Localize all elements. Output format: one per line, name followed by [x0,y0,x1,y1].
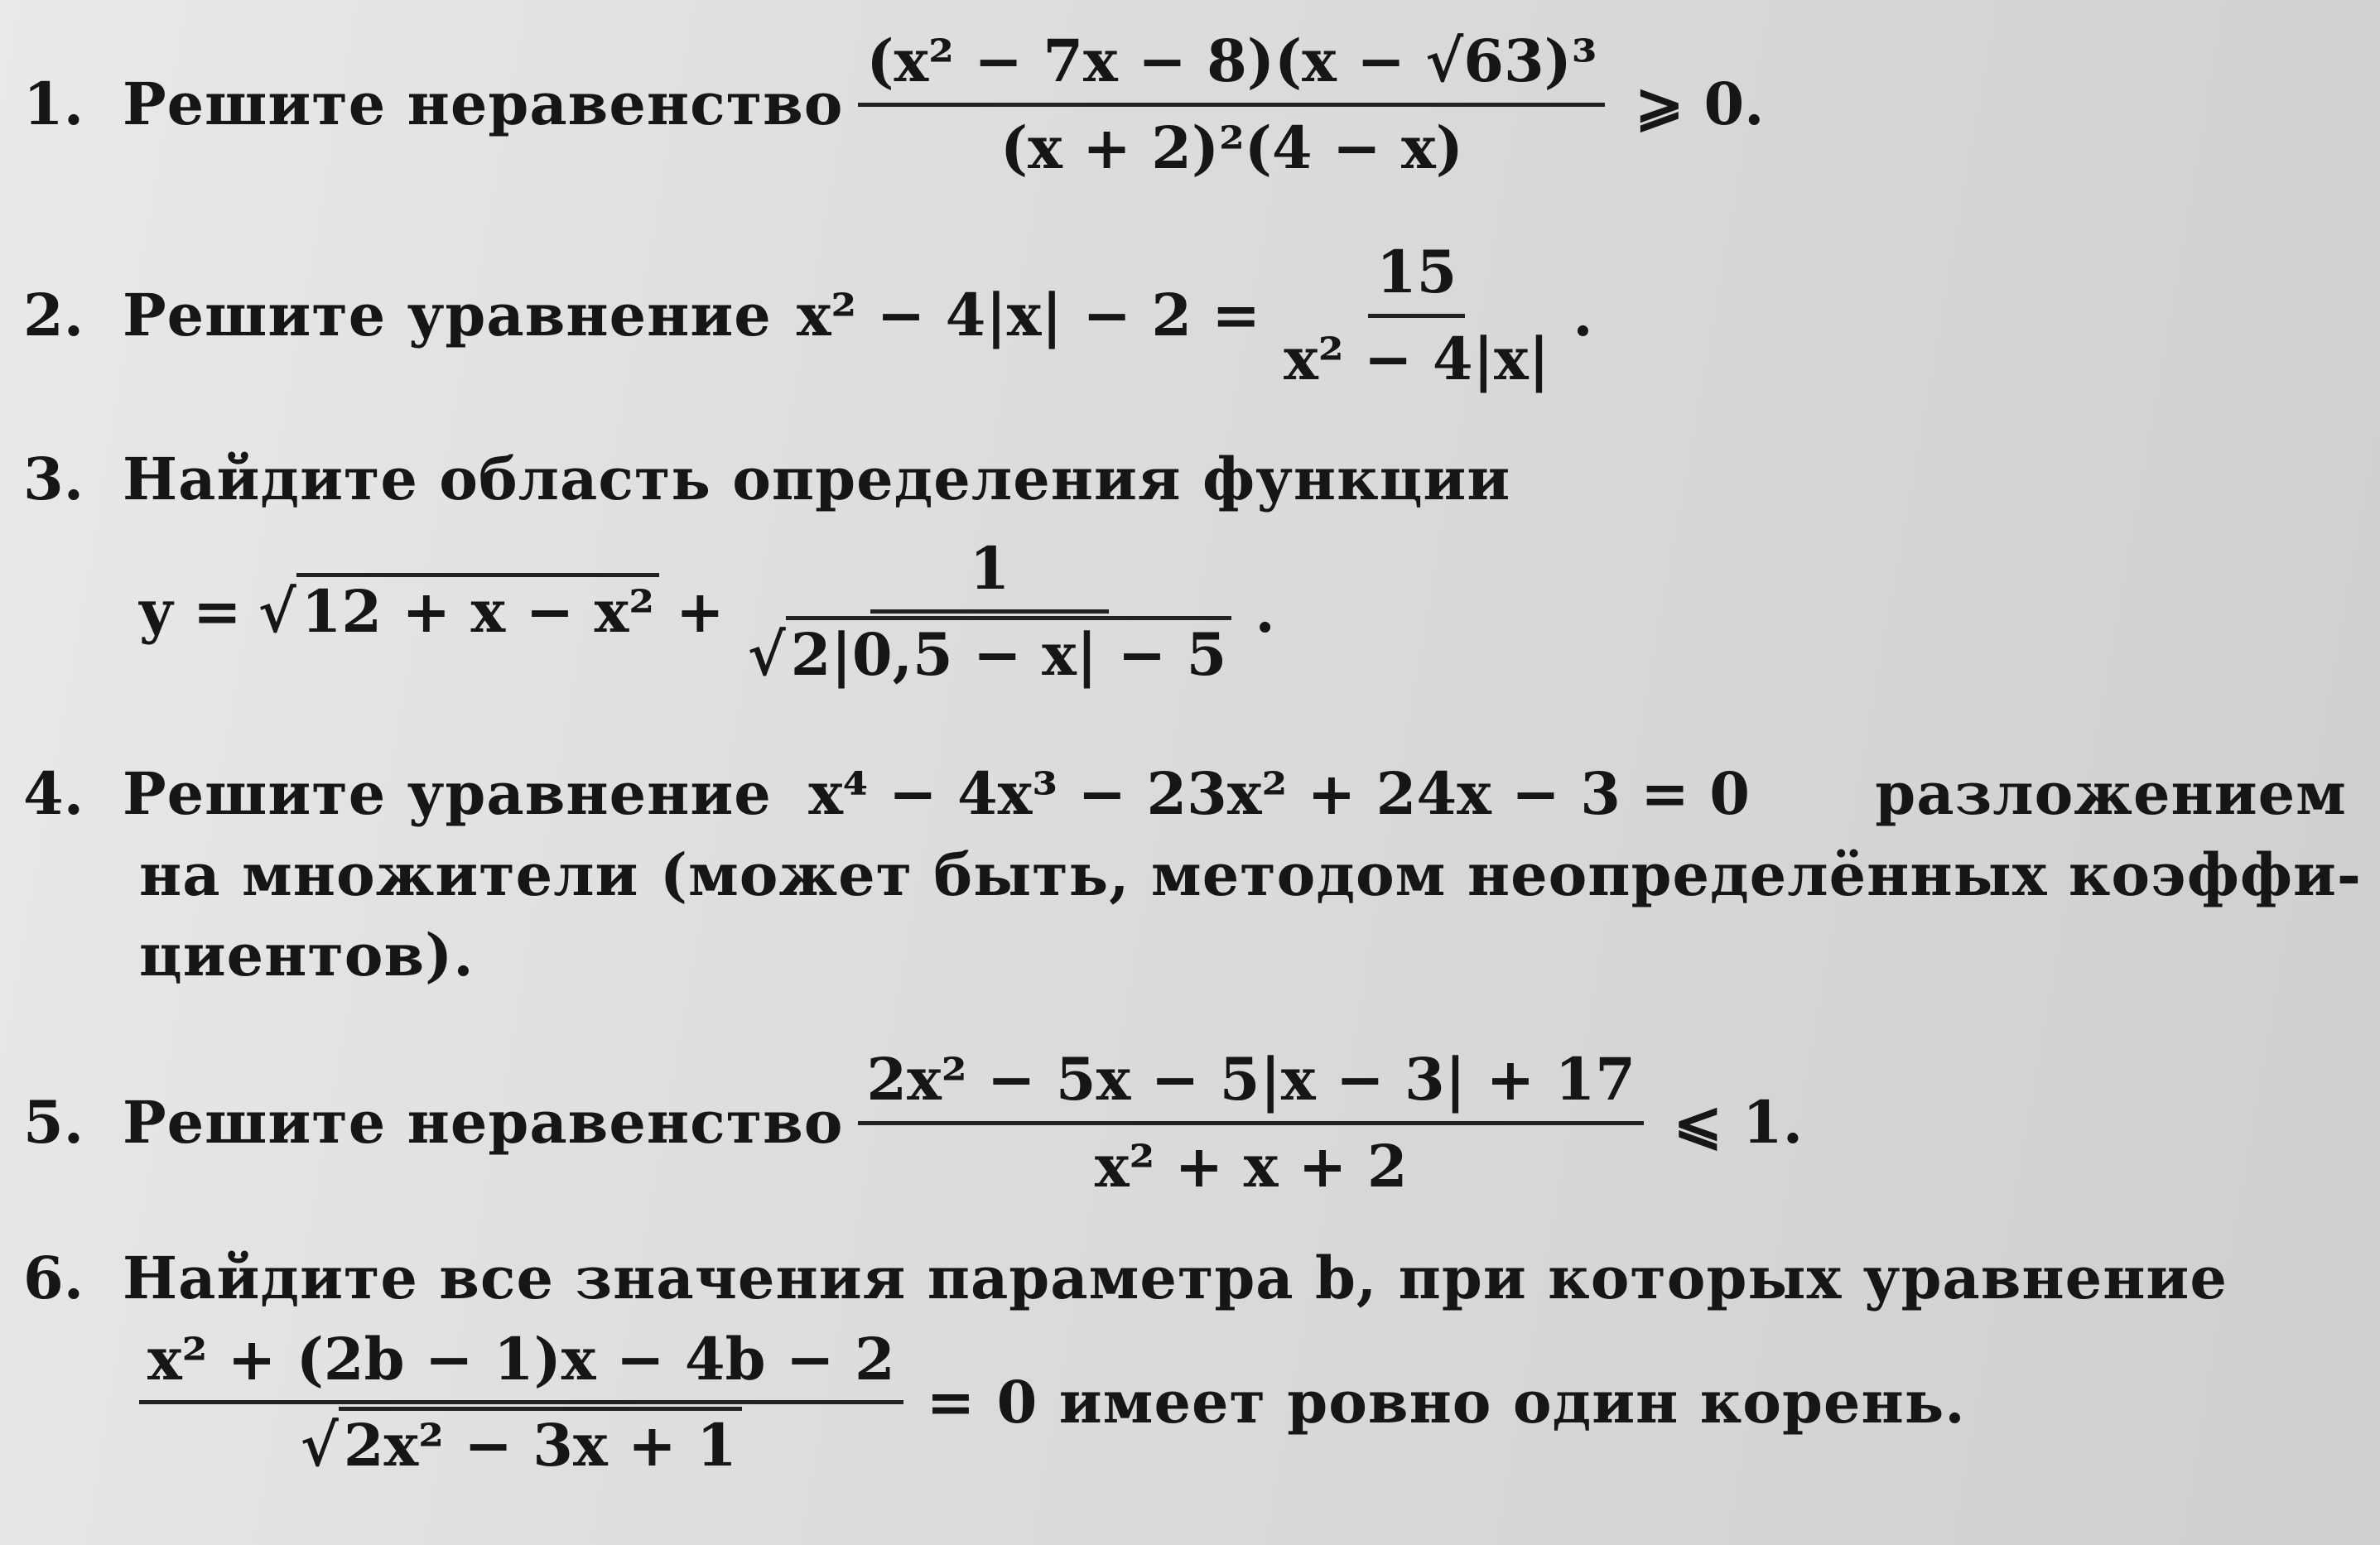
plus-sign: + [676,576,725,646]
denominator: (x + 2)²(4 − x) [1000,113,1463,182]
problem-number: 3. [23,445,84,513]
problem-number: 6. [23,1244,84,1312]
problem-label: Решите неравенство [123,1088,844,1158]
radicand: 12 + x − x² [296,573,659,646]
problem-line-2: на множители (может быть, методом неопределённых коэффи- [139,840,2362,909]
function-lhs: y = [139,576,242,646]
problem-number: 2. [23,281,84,350]
radicand: 2x² − 3x + 1 [339,1407,742,1480]
numerator: 15 [1368,236,1465,318]
problem-number: 4. [23,759,84,828]
problem-2 [23,236,2347,395]
denominator [740,614,1241,691]
denominator: x² − 4|x| [1284,324,1550,393]
radical-sign-icon: √ [747,620,786,689]
radicand: 2|0,5 − x| − 5 [786,616,1232,689]
radical-sign-icon: √ [300,1411,339,1480]
problem-1 [23,25,2347,184]
equation-lhs: x² − 4|x| − 2 = [796,281,1261,350]
line-tail: разложением [1875,759,2347,828]
numerator: 1 [870,532,1110,614]
problem-label: Решите уравнение [123,281,772,350]
relation: ⩽ 1. [1674,1088,1804,1158]
problem-label: Найдите область определения функции [123,445,1511,513]
problem-5 [23,1043,2347,1202]
numerator: (x² − 7x − 8)(x − √63)³ [858,25,1605,107]
problem-number: 1. [23,70,84,139]
problem-label: Решите уравнение [123,759,772,828]
equation: x⁴ − 4x³ − 23x² + 24x − 3 = 0 [808,759,1751,828]
equation-tail: = 0 имеет ровно один корень. [926,1367,1966,1437]
period: . [1573,281,1593,350]
fraction [1275,236,1558,395]
problem-number: 5. [23,1088,84,1158]
period: . [1255,576,1275,646]
denominator: x² + x + 2 [1094,1131,1408,1201]
denominator [292,1404,750,1482]
problem-6 [23,1242,2347,1482]
sqrt-term [258,575,659,648]
problem-label: Решите неравенство [123,70,844,139]
fraction [740,532,1241,691]
problem-4 [23,758,2362,992]
fraction [858,1043,1644,1202]
problem-3 [23,443,2347,691]
fraction [139,1323,903,1482]
relation: ⩾ 0. [1635,70,1765,139]
problem-label: Найдите все значения параметра b, при которых уравнение [123,1244,2228,1312]
problem-line-3: циентов). [139,921,475,989]
problem-line-1 [23,758,2347,830]
radical-sign-icon: √ [258,576,296,646]
fraction [858,25,1605,184]
numerator: x² + (2b − 1)x − 4b − 2 [139,1323,903,1405]
numerator: 2x² − 5x − 5|x − 3| + 17 [858,1043,1644,1125]
